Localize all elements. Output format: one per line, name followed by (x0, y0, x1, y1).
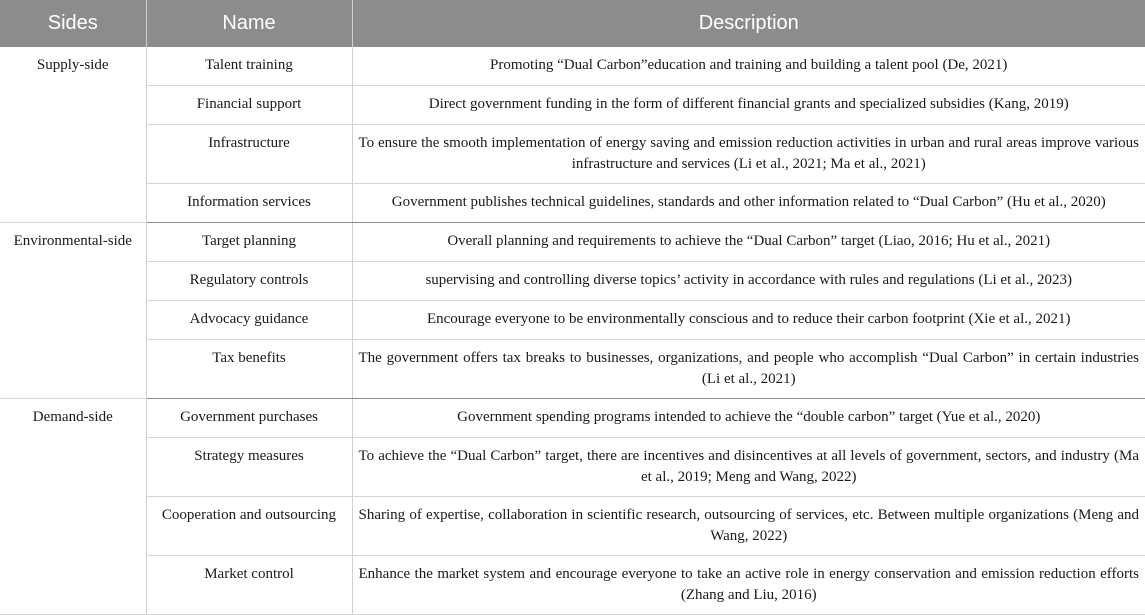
description-cell: Direct government funding in the form of different financial grants and specialized subsidies (Kang, 2019) (352, 86, 1145, 125)
header-name: Name (146, 0, 352, 47)
name-cell: Target planning (146, 223, 352, 262)
name-cell: Regulatory controls (146, 262, 352, 301)
description-cell: Sharing of expertise, collaboration in scientific research, outsourcing of services, etc. Between multiple organizations (Meng and Wang, 2022) (352, 497, 1145, 556)
name-cell: Cooperation and outsourcing (146, 497, 352, 556)
name-cell: Advocacy guidance (146, 301, 352, 340)
header-sides: Sides (0, 0, 146, 47)
table-row (0, 340, 1145, 399)
description-cell: Overall planning and requirements to achieve the “Dual Carbon” target (Liao, 2016; Hu et al., 2021) (352, 223, 1145, 262)
side-cell-supply: Supply-side (0, 47, 146, 223)
header-description: Description (352, 0, 1145, 47)
side-cell-environmental: Environmental-side (0, 223, 146, 399)
description-cell: To ensure the smooth implementation of energy saving and emission reduction activities in urban and rural areas improve various infrastructure and services (Li et al., 2021; Ma et al., 2021) (352, 125, 1145, 184)
name-cell: Market control (146, 556, 352, 615)
table-row (0, 223, 1145, 262)
name-cell: Strategy measures (146, 438, 352, 497)
table-row (0, 399, 1145, 438)
table-row (0, 438, 1145, 497)
name-cell: Financial support (146, 86, 352, 125)
table-row (0, 262, 1145, 301)
table-row (0, 184, 1145, 223)
description-cell: Government publishes technical guidelines, standards and other information related to “Dual Carbon” (Hu et al., 2020) (352, 184, 1145, 223)
table-row (0, 301, 1145, 340)
header-row (0, 0, 1145, 47)
description-cell: Enhance the market system and encourage everyone to take an active role in energy conservation and emission reduction efforts (Zhang and Liu, 2016) (352, 556, 1145, 615)
description-cell: To achieve the “Dual Carbon” target, there are incentives and disincentives at all levels of government, sectors, and industry (Ma et al., 2019; Meng and Wang, 2022) (352, 438, 1145, 497)
name-cell: Talent training (146, 47, 352, 86)
table-row (0, 47, 1145, 86)
name-cell: Information services (146, 184, 352, 223)
table-row (0, 497, 1145, 556)
description-cell: Promoting “Dual Carbon”education and training and building a talent pool (De, 2021) (352, 47, 1145, 86)
description-cell: Government spending programs intended to achieve the “double carbon” target (Yue et al., 2020) (352, 399, 1145, 438)
table-row (0, 86, 1145, 125)
table-row (0, 556, 1145, 615)
description-cell: Encourage everyone to be environmentally conscious and to reduce their carbon footprint (Xie et al., 2021) (352, 301, 1145, 340)
table-row (0, 125, 1145, 184)
side-cell-demand: Demand-side (0, 399, 146, 615)
description-cell: supervising and controlling diverse topics’ activity in accordance with rules and regulations (Li et al., 2023) (352, 262, 1145, 301)
name-cell: Infrastructure (146, 125, 352, 184)
name-cell: Government purchases (146, 399, 352, 438)
description-cell: The government offers tax breaks to businesses, organizations, and people who accomplish “Dual Carbon” in certain industries (Li et al., 2021) (352, 340, 1145, 399)
name-cell: Tax benefits (146, 340, 352, 399)
